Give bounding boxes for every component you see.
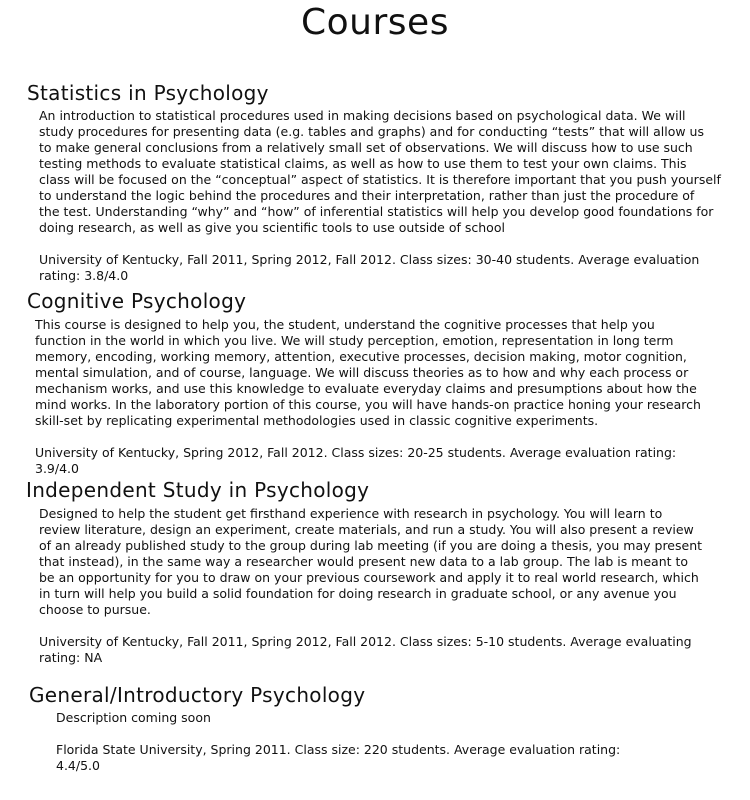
course-title: General/Introductory Psychology: [29, 683, 366, 707]
course-info: University of Kentucky, Spring 2012, Fall 2012. Class sizes: 20-25 students. Average evaluation rating: 3.9/4.0: [35, 445, 677, 476]
course-cognitive: [27, 289, 742, 477]
course-description: This course is designed to help you, the student, understand the cognitive processes that help you function in the world in which you live. We will study perception, emotion, representation in long term memory, encoding, working memory, attention, executive processes, decision making, motor cognition, mental simulation, and of course, language. We will discuss theories as to how and why each process or mechanism works, and use this knowledge to evaluate everyday claims and presumptions about how the mind works. In the laboratory portion of this course, you will have hands-on practice honing your research skill-set by replicating experimental methodologies used in classic cognitive experiments.: [35, 317, 701, 428]
course-description: Designed to help the student get firsthand experience with research in psychology. You will learn to review literature, design an experiment, create materials, and run a study. You will also present a review of an already published study to the group during lab meeting (if you are doing a thesis, you may present that instead), in the same way a researcher would present new data to a lab group. The lab is meant to be an opportunity for you to draw on your previous coursework and apply it to real world research, which in turn will help you build a solid foundation for doing research in graduate school, or any avenue you choose to pursue.: [39, 506, 703, 617]
course-description: Description coming soon: [56, 710, 211, 725]
course-statistics: [27, 81, 742, 284]
course-info: University of Kentucky, Fall 2011, Spring 2012, Fall 2012. Class sizes: 5-10 students. Average evaluating rating: NA: [39, 634, 692, 665]
course-info: Florida State University, Spring 2011. Class size: 220 students. Average evaluation rating: 4.4/5.0: [56, 742, 621, 773]
page-title: Courses: [301, 2, 449, 43]
course-description: An introduction to statistical procedures used in making decisions based on psychological data. We will study procedures for presenting data (e.g. tables and graphs) and for conducting “tests” that will allow us to make general conclusions from a relatively small set of observations. We will discuss how to use such testing methods to evaluate statistical claims, as well as how to use them to test your own claims. This class will be focused on the “conceptual” aspect of statistics. It is therefore important that you push yourself to understand the logic behind the procedures and their interpretation, rather than just the procedure of the test. Understanding “why” and “how” of inferential statistics will help you develop good foundations for doing research, as well as give you scientific tools to use outside of school: [39, 108, 721, 235]
course-title: Cognitive Psychology: [27, 289, 247, 313]
course-info: University of Kentucky, Fall 2011, Spring 2012, Fall 2012. Class sizes: 30-40 students. Average evaluation rating: 3.8/4.0: [39, 252, 700, 283]
course-title: Statistics in Psychology: [27, 81, 269, 105]
course-independent-study: [26, 478, 741, 666]
course-general-intro: [29, 683, 739, 774]
course-title: Independent Study in Psychology: [26, 478, 370, 502]
